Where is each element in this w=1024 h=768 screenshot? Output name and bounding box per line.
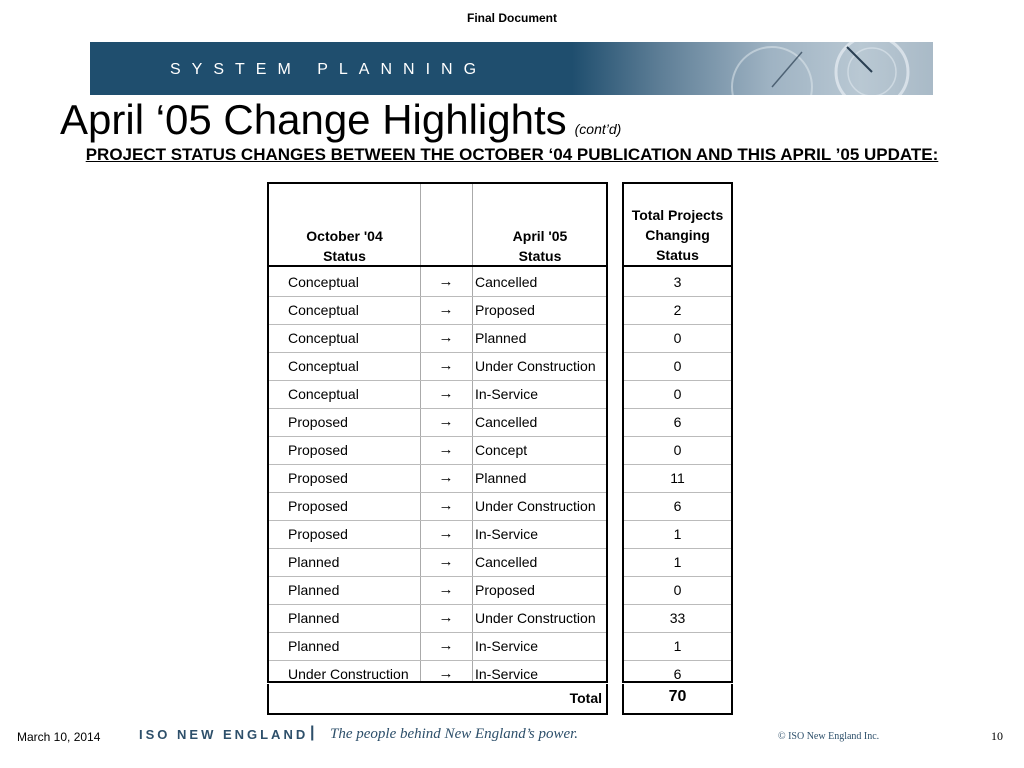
to-status-cell: Proposed — [475, 582, 535, 598]
header-line: Status — [518, 248, 562, 264]
to-status-cell: Planned — [475, 470, 527, 486]
header-line: Total Projects — [631, 207, 724, 223]
count-cell: 1 — [673, 554, 682, 570]
count-cell: 1 — [673, 526, 682, 542]
count-cell: 6 — [673, 498, 682, 514]
footer-copyright: © ISO New England Inc. — [778, 731, 880, 742]
right-arrow-icon: → — [438, 553, 454, 570]
from-status-cell: Proposed — [288, 414, 348, 430]
to-status-cell: Concept — [475, 442, 528, 458]
header-line: April '05 — [512, 228, 568, 244]
count-cell: 0 — [673, 386, 682, 402]
footer-tagline: The people behind New England’s power. — [330, 726, 579, 742]
right-arrow-icon: → — [438, 329, 454, 346]
right-arrow-icon: → — [438, 273, 454, 290]
from-status-cell: Conceptual — [288, 386, 359, 402]
banner-text: SYSTEM PLANNING — [170, 61, 488, 78]
right-arrow-icon: → — [438, 413, 454, 430]
from-status-cell: Planned — [288, 554, 340, 570]
from-status-cell: Conceptual — [288, 302, 359, 318]
count-cell: 0 — [673, 582, 682, 598]
to-status-cell: In-Service — [475, 666, 539, 682]
count-cell: 0 — [673, 330, 682, 346]
count-cell: 0 — [673, 442, 682, 458]
from-status-cell: Proposed — [288, 442, 348, 458]
total-value: 70 — [668, 688, 687, 705]
from-status-cell: Conceptual — [288, 274, 359, 290]
document-status-label: Final Document — [466, 11, 557, 25]
header-line: Status — [323, 248, 366, 264]
meter-dial-graphic — [572, 42, 933, 95]
right-arrow-icon: → — [438, 609, 454, 626]
right-arrow-icon: → — [438, 357, 454, 374]
right-arrow-icon: → — [438, 441, 454, 458]
total-projects-header — [624, 205, 731, 265]
count-cell: 3 — [673, 274, 682, 290]
count-cell: 11 — [670, 470, 685, 486]
system-planning-banner — [90, 42, 933, 95]
from-status-cell: Under Construction — [288, 666, 409, 682]
count-cell: 2 — [673, 302, 682, 318]
total-label: Total — [569, 690, 602, 706]
to-status-cell: Proposed — [475, 302, 535, 318]
to-status-cell: Under Construction — [475, 498, 596, 514]
header-line: Changing — [645, 227, 710, 243]
to-status-cell: Under Construction — [475, 358, 596, 374]
from-status-cell: Planned — [288, 610, 340, 626]
count-table — [622, 182, 733, 683]
count-cell: 0 — [673, 358, 682, 374]
right-arrow-icon: → — [438, 665, 454, 682]
to-status-cell: In-Service — [475, 526, 539, 542]
status-change-table — [267, 182, 608, 683]
from-status-cell: Proposed — [288, 498, 348, 514]
from-status-cell: Proposed — [288, 526, 348, 542]
footer-separator: | — [310, 724, 315, 741]
to-status-cell: Cancelled — [475, 274, 538, 290]
from-status-cell: Conceptual — [288, 330, 359, 346]
from-status-cell: Conceptual — [288, 358, 359, 374]
page-number: 10 — [991, 729, 1003, 743]
to-status-cell: In-Service — [475, 386, 539, 402]
count-cell: 33 — [669, 610, 686, 626]
footer-date: March 10, 2014 — [17, 730, 101, 744]
to-status-cell: Planned — [475, 330, 527, 346]
right-arrow-icon: → — [438, 497, 454, 514]
page-title-suffix: (cont’d) — [574, 121, 622, 137]
section-subheading: PROJECT STATUS CHANGES BETWEEN THE OCTOBER ‘04 PUBLICATION AND THIS APRIL ’05 UPDATE: — [85, 145, 939, 164]
april-status-header — [472, 226, 608, 266]
from-status-cell: Planned — [288, 582, 340, 598]
right-arrow-icon: → — [438, 525, 454, 542]
right-arrow-icon: → — [438, 637, 454, 654]
from-status-cell: Planned — [288, 638, 340, 654]
page-title-text: April ‘05 Change Highlights — [60, 96, 567, 143]
right-arrow-icon: → — [438, 385, 454, 402]
header-line: Status — [656, 247, 699, 263]
page-title — [60, 96, 621, 144]
count-cell: 6 — [673, 666, 682, 682]
count-cell: 1 — [673, 638, 682, 654]
from-status-cell: Proposed — [288, 470, 348, 486]
count-cell: 6 — [673, 414, 682, 430]
total-row — [267, 684, 608, 715]
right-arrow-icon: → — [438, 469, 454, 486]
to-status-cell: Cancelled — [475, 554, 538, 570]
right-arrow-icon: → — [438, 301, 454, 318]
total-value-cell — [622, 684, 733, 715]
meter-dial-photo — [572, 42, 933, 95]
header-line: October '04 — [306, 228, 383, 244]
to-status-cell: Under Construction — [475, 610, 596, 626]
header-divider — [624, 265, 731, 267]
to-status-cell: Cancelled — [475, 414, 538, 430]
iso-new-england-logo: ISO NEW ENGLAND — [139, 727, 309, 742]
to-status-cell: In-Service — [475, 638, 539, 654]
october-status-header — [269, 226, 420, 266]
right-arrow-icon: → — [438, 581, 454, 598]
